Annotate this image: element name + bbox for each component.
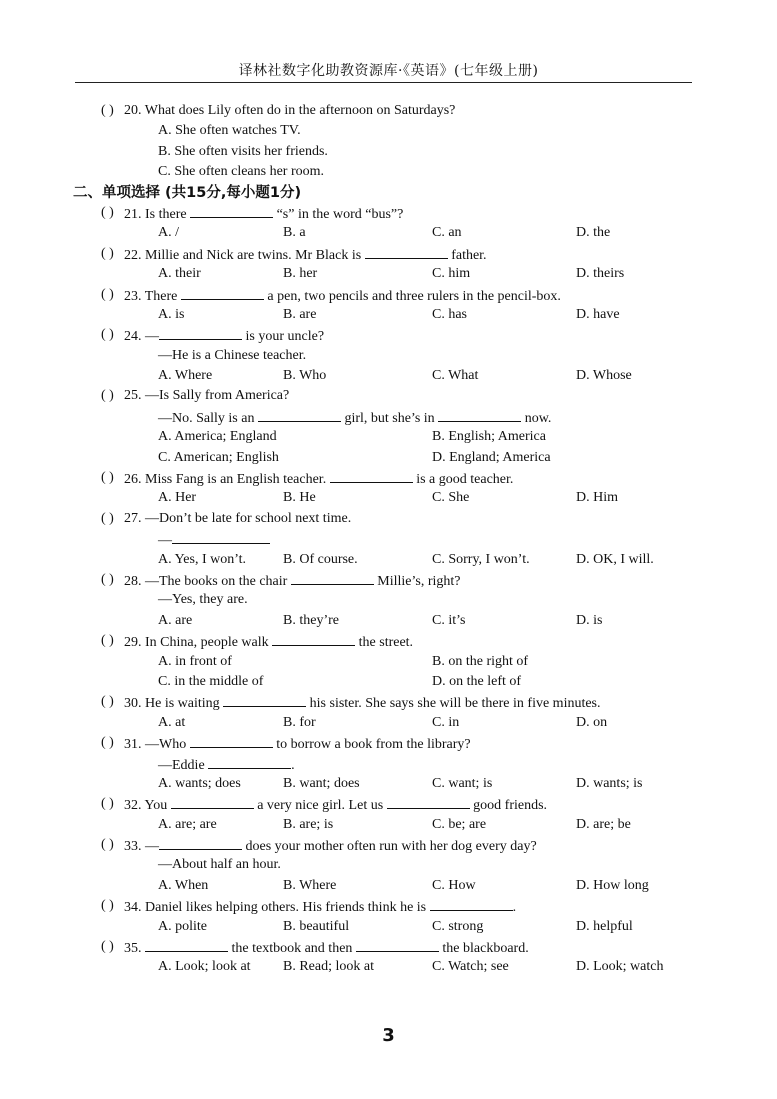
option-d: D. theirs	[576, 266, 625, 282]
answer-slot[interactable]: ( )	[101, 633, 114, 649]
option-b: B. Who	[283, 368, 327, 384]
blank	[172, 529, 270, 544]
question-22	[0, 244, 777, 264]
answer-slot[interactable]: ( )	[101, 939, 114, 955]
option-a: A. are	[158, 612, 193, 628]
option-c: C. it’s	[432, 612, 466, 628]
option-d: D. have	[576, 306, 620, 322]
question-text: 34. Daniel likes helping others. His friends think he is	[124, 900, 427, 916]
option-c: C. American; English	[158, 449, 279, 465]
answer-slot[interactable]: ( )	[101, 388, 114, 404]
option-c: C. What	[432, 368, 479, 384]
blank	[272, 631, 355, 646]
option-c: C. be; are	[432, 816, 487, 832]
dialogue-line: —No. Sally is an	[158, 410, 255, 426]
dialogue-line: —About half an hour.	[158, 857, 281, 873]
options-row	[0, 774, 777, 794]
answer-slot[interactable]: ( )	[101, 510, 114, 526]
question-20	[0, 101, 777, 121]
page-number: 3	[382, 1025, 395, 1046]
answer-slot[interactable]: ( )	[101, 694, 114, 710]
question-32	[0, 794, 777, 814]
answer-slot[interactable]: ( )	[101, 470, 114, 486]
option-a: A. Her	[158, 490, 197, 506]
answer-slot[interactable]: ( )	[101, 327, 114, 343]
option-d: D. on the left of	[432, 673, 522, 689]
option-b: B. on the right of	[432, 653, 529, 669]
options-row	[0, 264, 777, 284]
answer-slot[interactable]: ( )	[101, 103, 114, 118]
options-row	[0, 427, 777, 447]
option-d: D. How long	[576, 877, 649, 893]
option-a: A. is	[158, 306, 185, 322]
option-a: A. America; England	[158, 429, 277, 445]
option-b: B. beautiful	[283, 918, 350, 934]
answer-slot[interactable]: ( )	[101, 204, 114, 220]
blank	[190, 203, 273, 218]
question-24	[0, 325, 777, 345]
question-25	[0, 386, 777, 406]
options-row	[0, 713, 777, 733]
options-row	[0, 672, 777, 692]
option-a: A. Look; look at	[158, 959, 251, 975]
question-text: 24. —	[124, 329, 159, 345]
option-b: B. She often visits her friends.	[158, 143, 328, 159]
options-row	[0, 957, 777, 977]
options-row	[0, 917, 777, 937]
blank	[291, 570, 374, 585]
option-c: C. How	[432, 877, 476, 893]
option-d: D. England; America	[432, 449, 551, 465]
option-b: B. Read; look at	[283, 959, 374, 975]
blank	[223, 692, 306, 707]
blank	[387, 794, 470, 809]
blank	[159, 325, 242, 340]
question-29	[0, 631, 777, 651]
question-text: 23. There	[124, 288, 178, 304]
option-b: B. English; America	[432, 429, 546, 445]
option-b: B. for	[283, 714, 316, 730]
option-b: B. He	[283, 490, 316, 506]
option-c: C. She often cleans her room.	[158, 164, 325, 180]
options-row	[0, 305, 777, 325]
option-a: A. in front of	[158, 653, 232, 669]
option-c: C. him	[432, 266, 471, 282]
dialogue-line-mid: girl, but she’s in	[344, 410, 435, 426]
question-text-post: a pen, two pencils and three rulers in the pencil-box.	[267, 288, 561, 304]
question-text-post: is a good teacher.	[416, 472, 514, 488]
option-a: A. their	[158, 266, 201, 282]
option-b: B. Of course.	[283, 551, 358, 567]
option-d: D. helpful	[576, 918, 633, 934]
blank	[208, 754, 291, 769]
option-d: D. Look; watch	[576, 959, 664, 975]
blank	[365, 244, 448, 259]
question-text-post: his sister. She says she will be there in five minutes.	[309, 696, 601, 712]
option-d: D. are; be	[576, 816, 631, 832]
question-33	[0, 835, 777, 855]
blank	[438, 407, 521, 422]
option-d: D. Him	[576, 490, 618, 506]
option-a: A. polite	[158, 918, 207, 934]
blank	[356, 937, 439, 952]
question-text-post: “s” in the word “bus”?	[276, 206, 404, 222]
page-header: 译林社数字化助教资源库·《英语》(七年级上册)	[238, 63, 539, 79]
blank	[181, 285, 264, 300]
question-text: 29. In China, people walk	[124, 635, 269, 651]
dialogue-line: —Eddie	[158, 757, 205, 773]
answer-slot[interactable]: ( )	[101, 571, 114, 587]
option-b: B. her	[283, 266, 318, 282]
option-c: C. in	[432, 714, 460, 730]
option-c: C. strong	[432, 918, 484, 934]
option-d: D. OK, I will.	[576, 551, 654, 567]
option-a: A. She often watches TV.	[158, 123, 301, 139]
dialogue-dash: —	[158, 533, 172, 549]
option-d: D. on	[576, 714, 608, 730]
option-d: D. Whose	[576, 368, 632, 384]
option-c: C. has	[432, 306, 467, 322]
question-text-post: to borrow a book from the library?	[276, 737, 471, 753]
blank	[258, 407, 341, 422]
options-row	[0, 652, 777, 672]
question-23	[0, 285, 777, 305]
answer-slot[interactable]: ( )	[101, 796, 114, 812]
blank	[171, 794, 254, 809]
header-rule	[75, 82, 692, 83]
question-text: 31. —Who	[124, 737, 187, 753]
answer-slot[interactable]: ( )	[101, 898, 114, 914]
blank	[159, 835, 242, 850]
question-text-post: the blackboard.	[442, 941, 529, 957]
options-row	[0, 611, 777, 631]
question-34	[0, 896, 777, 916]
options-row	[0, 550, 777, 570]
question-text: 22. Millie and Nick are twins. Mr Black is	[124, 247, 362, 263]
option-c: C. an	[432, 225, 462, 241]
question-text-mid: the textbook and then	[231, 941, 353, 957]
question-text-post: Millie’s, right?	[377, 573, 461, 589]
options-row	[0, 223, 777, 243]
option-c: C. in the middle of	[158, 673, 264, 689]
question-text: 20. What does Lily often do in the afternoon on Saturdays?	[124, 103, 456, 118]
option-d: D. the	[576, 225, 611, 241]
option-b: B. Where	[283, 877, 337, 893]
question-text: 25. —Is Sally from America?	[124, 388, 290, 404]
option-a: A. wants; does	[158, 775, 241, 791]
option-c: C. Sorry, I won’t.	[432, 551, 530, 567]
answer-slot[interactable]: ( )	[101, 837, 114, 853]
options-row	[0, 876, 777, 896]
question-text: 28. —The books on the chair	[124, 573, 288, 589]
option-c: C. She	[432, 490, 470, 506]
dialogue-line: —He is a Chinese teacher.	[158, 347, 307, 363]
options-row	[0, 488, 777, 508]
option-a: A. When	[158, 877, 209, 893]
option-d: D. is	[576, 612, 603, 628]
blank	[145, 937, 228, 952]
option-a: A. Yes, I won’t.	[158, 551, 247, 567]
question-text: 33. —	[124, 839, 159, 855]
question-21	[0, 203, 777, 223]
option-a: A. Where	[158, 368, 213, 384]
section-title: 二、单项选择 (共15分,每小题1分)	[73, 184, 302, 201]
option-d: D. wants; is	[576, 775, 643, 791]
question-text-post: .	[512, 900, 517, 916]
question-text-post: the street.	[358, 635, 414, 651]
option-c: C. want; is	[432, 775, 493, 791]
option-c: C. Watch; see	[432, 959, 509, 975]
question-35	[0, 937, 777, 957]
answer-slot[interactable]: ( )	[101, 245, 114, 261]
dialogue-line-end: now.	[524, 410, 552, 426]
option-a: A. are; are	[158, 816, 217, 832]
question-text: 21. Is there	[124, 206, 187, 222]
options-row	[0, 815, 777, 835]
question-text: 32. You	[124, 798, 168, 814]
answer-slot[interactable]: ( )	[101, 286, 114, 302]
question-list	[0, 101, 777, 978]
question-text: 26. Miss Fang is an English teacher.	[124, 472, 327, 488]
options-row	[0, 448, 777, 468]
options-row	[0, 366, 777, 386]
question-30	[0, 692, 777, 712]
option-b: B. want; does	[283, 775, 360, 791]
question-31	[0, 733, 777, 753]
option-a: A. /	[158, 225, 179, 241]
option-b: B. they’re	[283, 612, 339, 628]
dialogue-line-end: .	[291, 757, 295, 773]
blank	[330, 468, 413, 483]
question-text: 27. —Don’t be late for school next time.	[124, 510, 352, 526]
question-text-mid: a very nice girl. Let us	[257, 798, 384, 814]
question-text-post: father.	[451, 247, 487, 263]
question-27	[0, 509, 777, 529]
question-28	[0, 570, 777, 590]
question-text: 30. He is waiting	[124, 696, 220, 712]
option-a: A. at	[158, 714, 186, 730]
question-26	[0, 468, 777, 488]
option-b: B. are	[283, 306, 317, 322]
answer-slot[interactable]: ( )	[101, 735, 114, 751]
section-heading-row	[0, 183, 777, 203]
question-text: 35.	[124, 941, 142, 957]
blank	[430, 896, 513, 911]
question-text-post: does your mother often run with her dog every day?	[245, 839, 537, 855]
option-b: B. a	[283, 225, 306, 241]
dialogue-line: —Yes, they are.	[158, 592, 248, 608]
question-text-post: good friends.	[473, 798, 548, 814]
blank	[190, 733, 273, 748]
option-b: B. are; is	[283, 816, 334, 832]
question-text-post: is your uncle?	[245, 329, 325, 345]
